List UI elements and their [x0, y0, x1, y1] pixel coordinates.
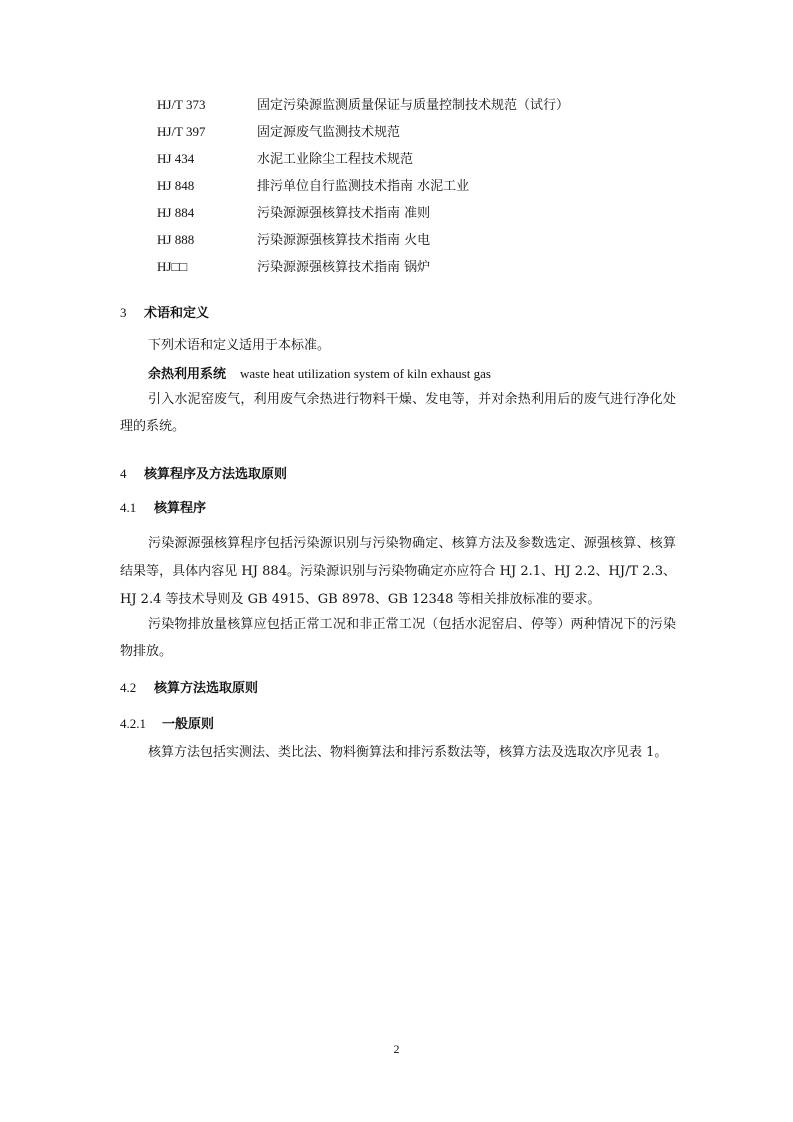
section-title: 术语和定义	[144, 306, 210, 321]
reference-row	[157, 205, 430, 222]
term-entry	[148, 366, 491, 383]
reference-row	[157, 97, 569, 114]
section-number: 3	[120, 305, 127, 320]
reference-code: HJ 884	[157, 205, 195, 220]
section-number: 4	[120, 466, 127, 481]
reference-row	[157, 178, 469, 195]
section-title: 核算程序	[154, 501, 207, 516]
reference-row	[157, 124, 400, 141]
page-number: 2	[393, 1042, 400, 1056]
reference-row	[157, 151, 413, 168]
reference-title: 固定源废气监测技术规范	[257, 125, 401, 140]
reference-code: HJ□□	[157, 259, 188, 274]
section-3-intro: 下列术语和定义适用于本标准。	[148, 338, 331, 353]
reference-row	[157, 259, 430, 276]
section-title: 核算方法选取原则	[154, 681, 259, 696]
term-chinese: 余热利用系统	[148, 367, 227, 382]
section-title: 一般原则	[162, 717, 215, 732]
section-4-2-heading	[120, 680, 258, 697]
section-4-1-paragraph-2: 污染物排放量核算应包括正常工况和非正常工况（包括水泥窑启、停等）两种情况下的污染物排放。	[120, 617, 676, 659]
section-4-2-1-heading	[120, 716, 214, 733]
reference-title: 排污单位自行监测技术指南 水泥工业	[257, 179, 470, 194]
reference-title: 污染源源强核算技术指南 准则	[257, 206, 431, 221]
term-definition: 引入水泥窑废气，利用废气余热进行物料干燥、发电等，并对余热利用后的废气进行净化处理的系统。	[120, 392, 676, 434]
section-title: 核算程序及方法选取原则	[144, 467, 288, 482]
section-number: 4.1	[120, 500, 137, 515]
section-3-heading	[120, 305, 209, 322]
reference-code: HJ 434	[157, 151, 195, 166]
reference-title: 水泥工业除尘工程技术规范	[257, 152, 414, 167]
section-4-2-1-paragraph: 核算方法包括实测法、类比法、物料衡算法和排污系数法等，核算方法及选取次序见表 1。	[148, 745, 668, 760]
section-4-1-heading	[120, 500, 206, 517]
reference-row	[157, 232, 430, 249]
reference-code: HJ 848	[157, 178, 195, 193]
reference-title: 污染源源强核算技术指南 锅炉	[257, 260, 431, 275]
section-4-heading	[120, 466, 287, 483]
section-4-1-paragraph-1: 污染源源强核算程序包括污染源识别与污染物确定、核算方法及参数选定、源强核算、核算结果等，具体内容见 HJ 884。污染源识别与污染物确定亦应符合 HJ 2.1、HJ 2.2、HJ/T 2.3、HJ 2.4 等技术导则及 GB 4915、GB 8978、GB 12348 等相关排放标准的要求。	[120, 536, 676, 607]
section-number: 4.2	[120, 680, 137, 695]
term-english: waste heat utilization system of kiln exhaust gas	[240, 366, 491, 381]
reference-title: 固定污染源监测质量保证与质量控制技术规范（试行）	[257, 98, 570, 113]
reference-code: HJ/T 373	[157, 97, 206, 112]
reference-code: HJ/T 397	[157, 124, 206, 139]
reference-title: 污染源源强核算技术指南 火电	[257, 233, 431, 248]
reference-code: HJ 888	[157, 232, 195, 247]
section-number: 4.2.1	[120, 716, 146, 731]
